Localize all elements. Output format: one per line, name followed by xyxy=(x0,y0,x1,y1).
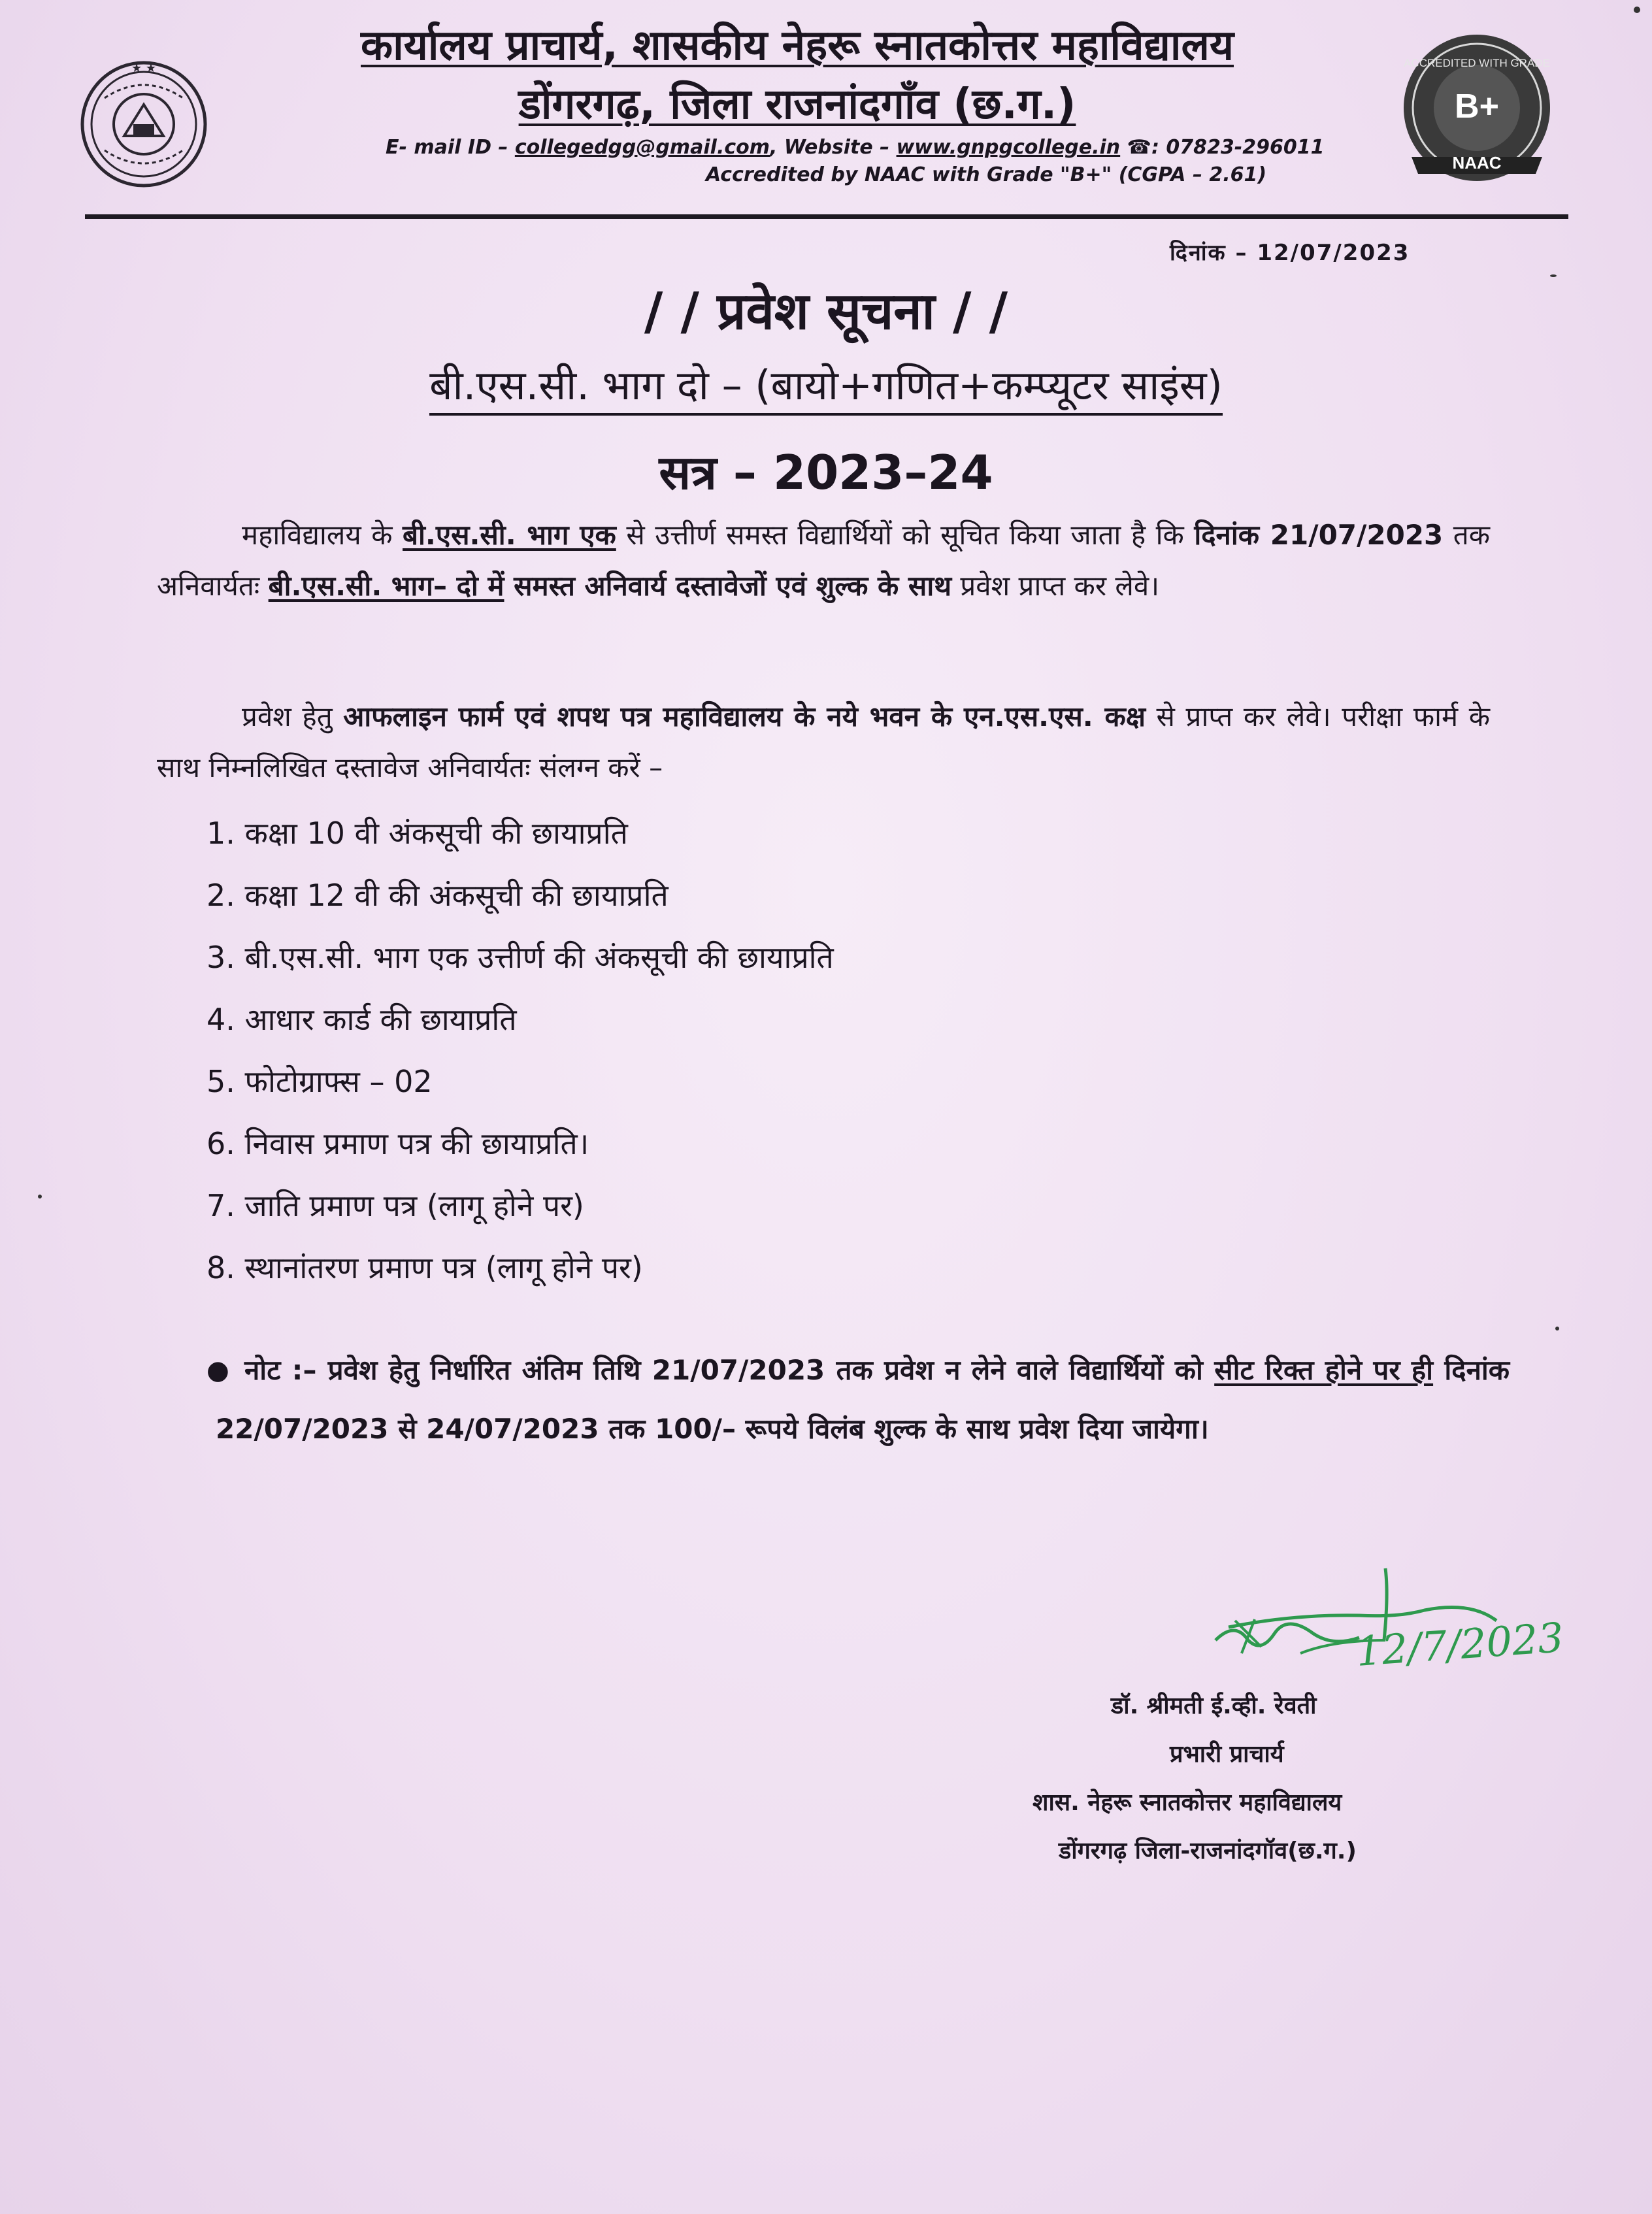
svg-text:★ ★: ★ ★ xyxy=(131,61,156,75)
paragraph-admission xyxy=(157,510,1490,612)
scan-speck xyxy=(38,1195,42,1198)
bullet-icon: ● xyxy=(206,1355,229,1385)
naac-label: NAAC xyxy=(1452,153,1502,173)
signatory-college: शास. नेहरू स्नातकोत्तर महाविद्यालय xyxy=(1032,1789,1342,1816)
office-title: कार्यालय प्राचार्य, शासकीय नेहरू स्नातकोत्तर महाविद्यालय xyxy=(361,22,1234,70)
office-location: डोंगरगढ़, जिला राजनांदगाँव (छ.ग.) xyxy=(518,80,1076,129)
paragraph-forms xyxy=(157,691,1490,793)
naac-ring-text: ACCREDITED WITH GRADE xyxy=(1404,57,1550,69)
signatory-name: डॉ. श्रीमती ई.व्ही. रेवती xyxy=(1111,1693,1317,1719)
college-seal-icon xyxy=(78,59,209,190)
p2-text: प्रवेश हेतु xyxy=(242,701,344,733)
p1-text: महाविद्यालय के xyxy=(242,519,403,551)
p1-text: से उत्तीर्ण समस्त विद्यार्थियों को सूचित किया जाता है कि xyxy=(616,519,1195,551)
contact-line xyxy=(386,136,1324,159)
note-text: नोट :– प्रवेश हेतु निर्धारित अंतिम तिथि 21/07/2023 तक प्रवेश न लेने वाले विद्यार्थियों को xyxy=(244,1354,1215,1386)
list-item: 4. आधार कार्ड की छायाप्रति xyxy=(206,1002,517,1037)
list-item: 2. कक्षा 12 वी की अंकसूची की छायाप्रति xyxy=(206,878,669,913)
session-heading: सत्र – 2023–24 xyxy=(659,445,993,500)
note-underlined: सीट रिक्त होने पर ही xyxy=(1214,1354,1434,1386)
accreditation-line: Accredited by NAAC with Grade "B+" (CGPA – 2.61) xyxy=(706,163,1267,186)
email-label: E- mail ID – xyxy=(386,136,515,159)
naac-grade: B+ xyxy=(1455,88,1499,125)
scan-speck xyxy=(1634,7,1640,13)
phone-number: ☎: 07823-296011 xyxy=(1127,136,1325,159)
course-heading xyxy=(0,357,1652,412)
notice-title: / / प्रवेश सूचना / / xyxy=(644,282,1008,341)
website-label: , Website – xyxy=(770,136,897,159)
p1-bold-course: बी.एस.सी. भाग एक xyxy=(403,519,616,551)
scan-speck xyxy=(1555,1327,1559,1330)
list-item: 3. बी.एस.सी. भाग एक उत्तीर्ण की अंकसूची की छायाप्रति xyxy=(206,940,834,975)
signatory-designation: प्रभारी प्राचार्य xyxy=(1170,1741,1284,1768)
note-text: दिनांक 22/07/2023 से 24/07/2023 तक 100/– रूपये विलंब शुल्क के साथ प्रवेश दिया जायेगा। xyxy=(216,1354,1510,1445)
course-text: बी.एस.सी. भाग दो – (बायो+गणित+कम्प्यूटर साइंस) xyxy=(429,361,1223,416)
p1-bold-docs: समस्त अनिवार्य दस्तावेजों एवं शुल्क के साथ xyxy=(504,570,952,602)
scan-speck xyxy=(1550,274,1557,277)
list-item: 1. कक्षा 10 वी अंकसूची की छायाप्रति xyxy=(206,816,628,851)
header-divider xyxy=(85,214,1568,219)
list-item: 8. स्थानांतरण प्रमाण पत्र (लागू होने पर) xyxy=(206,1250,643,1285)
list-item: 6. निवास प्रमाण पत्र की छायाप्रति। xyxy=(206,1126,589,1161)
naac-badge-icon xyxy=(1385,26,1575,190)
list-item: 7. जाति प्रमाण पत्र (लागू होने पर) xyxy=(206,1188,584,1223)
p1-bold-date: दिनांक 21/07/2023 xyxy=(1194,519,1444,551)
signature-date: 12/7/2023 xyxy=(1354,1613,1566,1676)
late-fee-note xyxy=(206,1341,1510,1459)
email-link[interactable]: collegedgg@gmail.com xyxy=(514,136,770,159)
signatory-place: डोंगरगढ़ जिला-राजनांदगॉव(छ.ग.) xyxy=(1059,1838,1357,1864)
list-item: 5. फोटोग्राफ्स – 02 xyxy=(206,1064,433,1099)
p2-bold-forms: आफलाइन फार्म एवं शपथ पत्र महाविद्यालय के नये भवन के एन.एस.एस. कक्ष xyxy=(343,701,1146,733)
p2-text: से प्राप्त कर लेवे। परीक्षा फार्म के साथ निम्नलिखित दस्तावेज अनिवार्यतः संलग्न करें – xyxy=(157,701,1490,784)
p1-text: प्रवेश प्राप्त कर लेवे। xyxy=(951,570,1160,602)
notice-date: दिनांक – 12/07/2023 xyxy=(1170,240,1410,266)
p1-text: तक अनिवार्यतः xyxy=(157,519,1490,602)
website-link[interactable]: www.gnpgcollege.in xyxy=(896,136,1121,159)
document-list xyxy=(206,802,834,1299)
p1-bold-part2: बी.एस.सी. भाग– दो में xyxy=(268,570,504,602)
